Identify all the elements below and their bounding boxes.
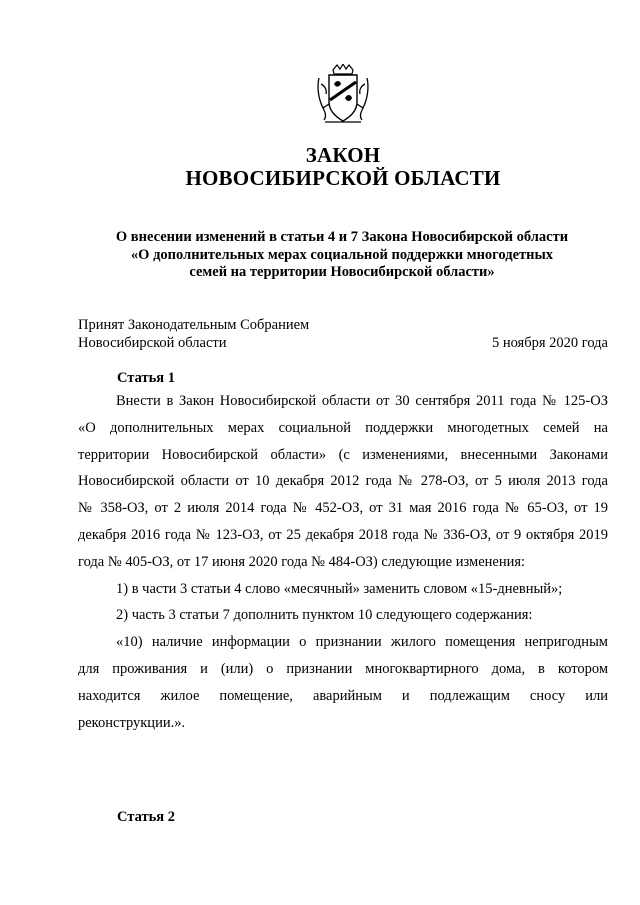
- text-line: 2) часть 3 статьи 7 дополнить пунктом 10 следующего содержания:: [116, 607, 533, 624]
- text-line: территории Новосибирской области» (с изменениями, внесенными Законами: [78, 446, 608, 463]
- text-line: года № 405-ОЗ, от 17 июня 2020 года № 484-ОЗ) следующие изменения:: [78, 553, 526, 570]
- text-line: «О дополнительных мерах социальной поддержки многодетных семей на: [78, 419, 608, 436]
- text-line: для проживания и (или) о признании многоквартирного дома, в котором: [78, 660, 608, 677]
- adoption-line-1: Принят Законодательным Собранием: [78, 317, 310, 333]
- adoption-date: 5 ноября 2020 года: [491, 335, 608, 351]
- coat-of-arms-icon: [315, 64, 371, 124]
- article-1-text: [78, 388, 608, 736]
- text-line: № 358-ОЗ, от 2 июля 2014 года № 452-ОЗ, от 31 мая 2016 года № 65-ОЗ, от 19: [78, 500, 608, 517]
- text-line: 1) в части 3 статьи 4 слово «месячный» заменить словом «15-дневный»;: [116, 580, 563, 597]
- text-line: «10) наличие информации о признании жилого помещения непригодным: [116, 634, 608, 651]
- adoption-line-2: Новосибирской области: [78, 335, 227, 351]
- subtitle-line: «О дополнительных мерах социальной поддержки многодетных: [130, 246, 554, 263]
- subtitle-line: О внесении изменений в статьи 4 и 7 Закона Новосибирской области: [115, 229, 569, 245]
- adoption-body: [78, 316, 309, 352]
- text-line: реконструкции.».: [78, 714, 186, 731]
- article-1-heading: Статья 1: [117, 370, 175, 386]
- text-line: Новосибирской области от 10 декабря 2012 года № 278-ОЗ, от 5 июля 2013 года: [78, 473, 608, 490]
- law-title-line-1: ЗАКОН: [305, 143, 381, 167]
- subtitle-line: семей на территории Новосибирской области»: [189, 264, 495, 280]
- law-title-line-2: НОВОСИБИРСКОЙ ОБЛАСТИ: [185, 166, 501, 190]
- text-line: Внести в Закон Новосибирской области от 30 сентября 2011 года № 125-ОЗ: [116, 393, 608, 409]
- text-line: декабря 2016 года № 123-ОЗ, от 25 декабря 2018 года № 336-ОЗ, от 9 октября 2019: [78, 526, 608, 543]
- law-subtitle: [86, 229, 598, 282]
- text-line: находится жилое помещение, аварийным и подлежащим сносу или: [78, 687, 608, 704]
- article-2-heading: Статья 2: [117, 809, 175, 825]
